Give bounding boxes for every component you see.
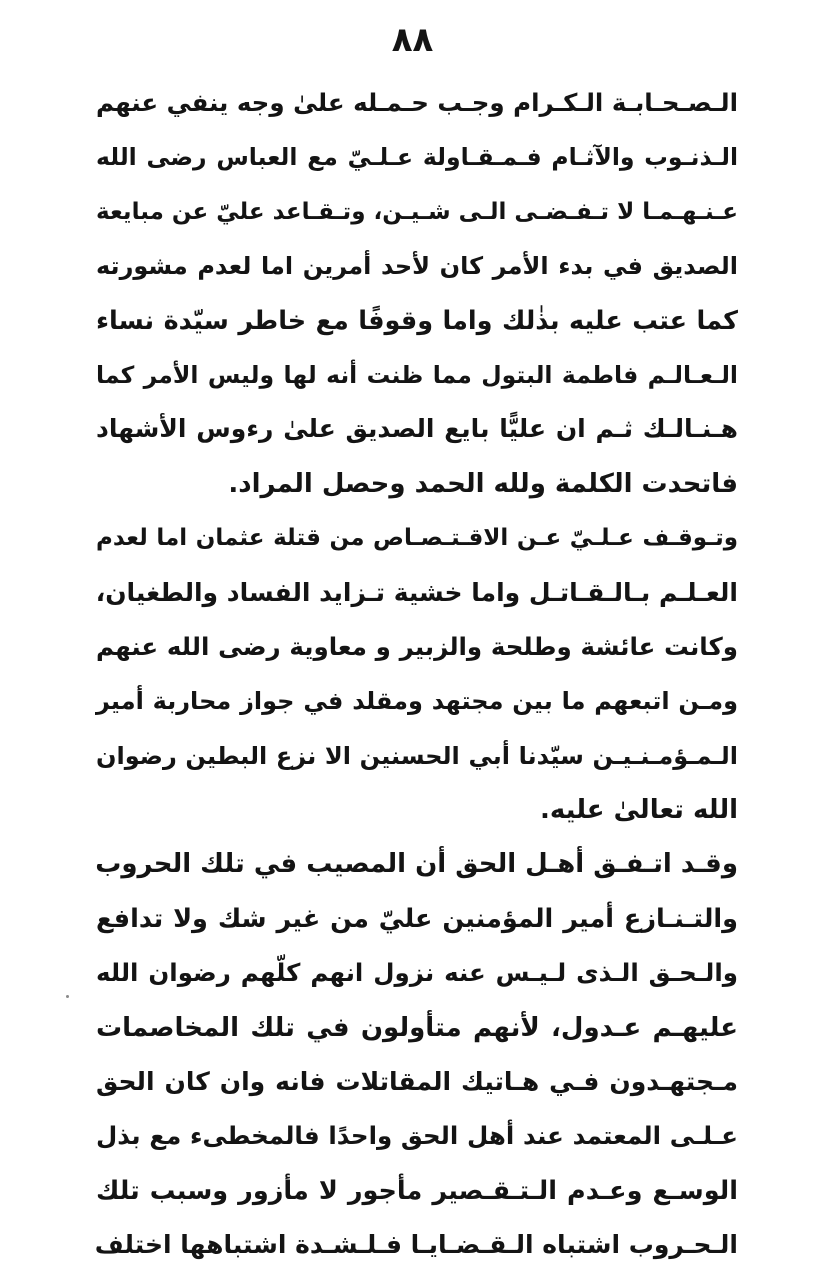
text-line: وتـوقـف عـلـيّ عـن الاقـتـصـاص من قتلة عثمان اما لعدم xyxy=(96,525,738,552)
text-line: ومـن اتبعهم ما بين مجتهد ومقلد في جواز محاربة أمير xyxy=(96,687,738,716)
text-line: هـنـالـك ثـم ان عليًّا بايع الصديق علىٰ رءوس الأشهاد xyxy=(96,414,738,444)
text-line: والـحـق الـذى لـيـس عنه نزول انهم كلّهم رضوان الله xyxy=(96,958,738,988)
text-line: عليهـم عـدول، لأنهم متأولون في تلك المخاصمات xyxy=(96,1012,738,1043)
text-line: الـحـروب اشتباه الـقـضـايـا فـلـشـدة اشتباهها اختلف xyxy=(94,1230,738,1260)
text-line: الـمـؤمـنـيـن سيّدنا أبي الحسنين الا نزع البطين رضوان xyxy=(96,741,738,770)
text-line: الـصـحـابـة الـكـرام وجـب حـمـله علىٰ وجه ينفي عنهم xyxy=(96,88,738,117)
text-line: الـذنـوب والآثـام فـمـقـاولة عـلـيّ مع العباس رضى الله xyxy=(96,143,738,172)
text-line: مـجتهـدون فـي هـاتيك المقاتلات فانه وان كان الحق xyxy=(96,1067,738,1097)
page-number: ٨٨ xyxy=(391,20,434,60)
body-text xyxy=(96,76,738,1273)
text-line: عـنـهـمـا لا تـفـضـى الـى شـيـن، وتـقـاعد عليّ عن مبايعة xyxy=(96,198,738,225)
text-line: الـعـالـم فاطمة البتول مما ظنت أنه لها وليس الأمر كما xyxy=(96,360,738,389)
paragraph-end-line: فاتحدت الكلمة ولله الحمد وحصل المراد. xyxy=(228,468,738,499)
text-line: العـلـم بـالـقـاتـل واما خشية تـزايد الفساد والطغيان، xyxy=(95,577,738,607)
text-line: وكانت عائشة وطلحة والزبير و معاوية رضى الله عنهم xyxy=(96,631,738,661)
text-line: عـلـى المعتمد عند أهل الحق واحدًا فالمخطىء مع بذل xyxy=(96,1121,738,1151)
text-line: وقـد اتـفـق أهـل الحق أن المصيب في تلك الحروب xyxy=(95,849,738,880)
text-line: الصديق في بدء الأمر كان لأحد أمرين اما لعدم مشورته xyxy=(96,252,738,281)
scan-speck xyxy=(66,995,69,998)
text-line: كما عتب عليه بذٰلك واما وقوفًا مع خاطر سيّدة نساء xyxy=(96,305,738,336)
text-line: الوسـع وعـدم الـتـقـصير مأجور لا مأزور وسبب تلك xyxy=(96,1175,738,1206)
paragraph-end-line: الله تعالىٰ عليه. xyxy=(539,795,738,826)
text-line: والتـنـازع أمير المؤمنين عليّ من غير شك ولا تدافع xyxy=(96,903,738,934)
